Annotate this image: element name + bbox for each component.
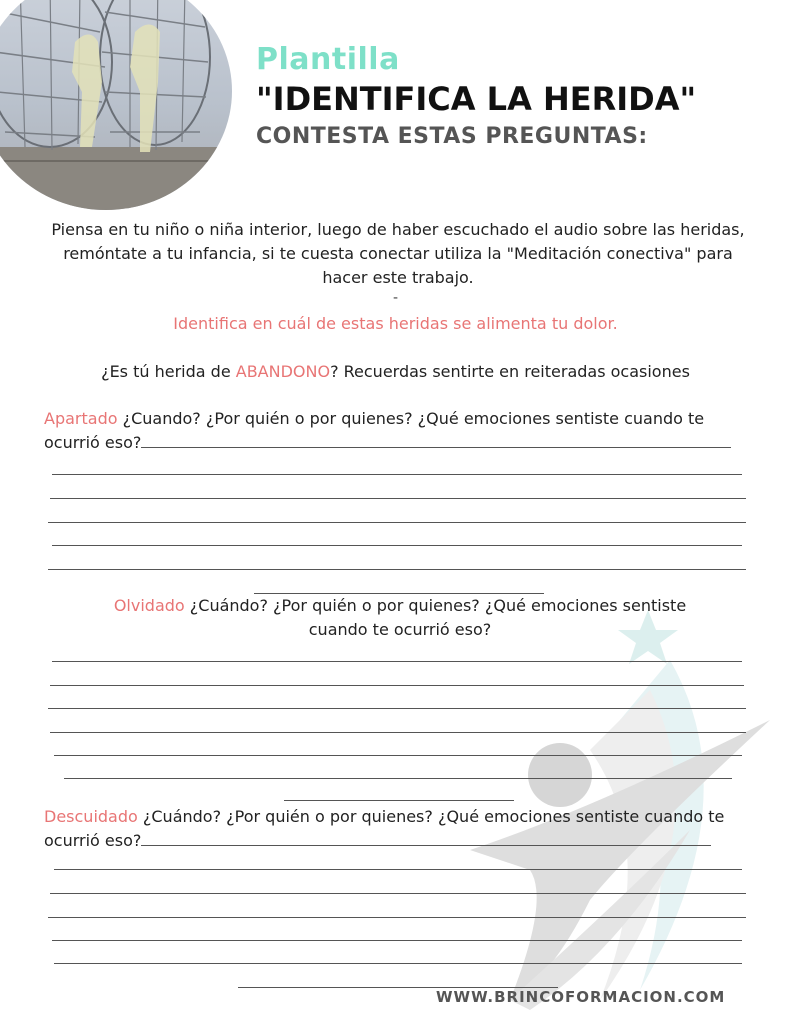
page-title: "IDENTIFICA LA HERIDA" xyxy=(256,80,697,118)
section-label: Olvidado xyxy=(113,596,185,615)
section-label: Apartado xyxy=(44,409,118,428)
answer-line[interactable] xyxy=(141,829,711,846)
answer-line[interactable] xyxy=(52,545,742,546)
section-descuidado-prompt xyxy=(44,805,756,853)
answer-line[interactable] xyxy=(50,498,746,499)
section-question: ¿Cuándo? ¿Por quién o por quienes? ¿Qué emociones sentiste cuando te ocurrió eso? xyxy=(184,596,687,639)
section-olvidado-prompt xyxy=(90,594,710,642)
answer-line[interactable] xyxy=(48,569,746,570)
footer-url: WWW.BRINCOFORMACION.COM xyxy=(436,988,726,1006)
answer-line[interactable] xyxy=(284,800,514,801)
section-question: ¿Cuando? ¿Por quién o por quienes? ¿Qué emociones sentiste cuando te ocurrió eso? xyxy=(44,409,705,452)
answer-line[interactable] xyxy=(54,963,742,964)
answer-line[interactable] xyxy=(48,522,746,523)
question-suffix: ? Recuerdas sentirte en reiteradas ocasiones xyxy=(330,362,690,381)
answer-line[interactable] xyxy=(54,869,742,870)
answer-line[interactable] xyxy=(50,893,746,894)
abandono-question xyxy=(0,362,791,381)
intro-paragraph: Piensa en tu niño o niña interior, luego de haber escuchado el audio sobre las heridas, remóntate a tu infancia, si te cuesta conectar utiliza la "Meditación conectiva" para hacer este trabajo. xyxy=(51,220,745,287)
section-question: ¿Cuándo? ¿Por quién o por quienes? ¿Qué emociones sentiste cuando te ocurrió eso? xyxy=(44,807,725,850)
answer-line[interactable] xyxy=(54,755,742,756)
answer-line[interactable] xyxy=(64,778,732,779)
answer-line[interactable] xyxy=(141,431,731,448)
separator: - xyxy=(392,290,399,306)
sculpture-illustration xyxy=(0,0,232,210)
answer-line[interactable] xyxy=(52,661,742,662)
question-highlight: ABANDONO xyxy=(235,362,331,381)
header-photo xyxy=(0,0,232,210)
page-label: Plantilla xyxy=(256,42,400,77)
answer-line[interactable] xyxy=(48,708,746,709)
page-subtitle: CONTESTA ESTAS PREGUNTAS: xyxy=(256,124,648,149)
question-prefix: ¿Es tú herida de xyxy=(101,362,236,381)
section-apartado-prompt xyxy=(44,407,756,455)
section-label: Descuidado xyxy=(44,807,138,826)
answer-line[interactable] xyxy=(50,685,744,686)
answer-line[interactable] xyxy=(52,940,742,941)
answer-line[interactable] xyxy=(52,474,742,475)
instruction-text: Identifica en cuál de estas heridas se alimenta tu dolor. xyxy=(173,314,618,333)
answer-line[interactable] xyxy=(50,732,746,733)
answer-line[interactable] xyxy=(48,917,746,918)
